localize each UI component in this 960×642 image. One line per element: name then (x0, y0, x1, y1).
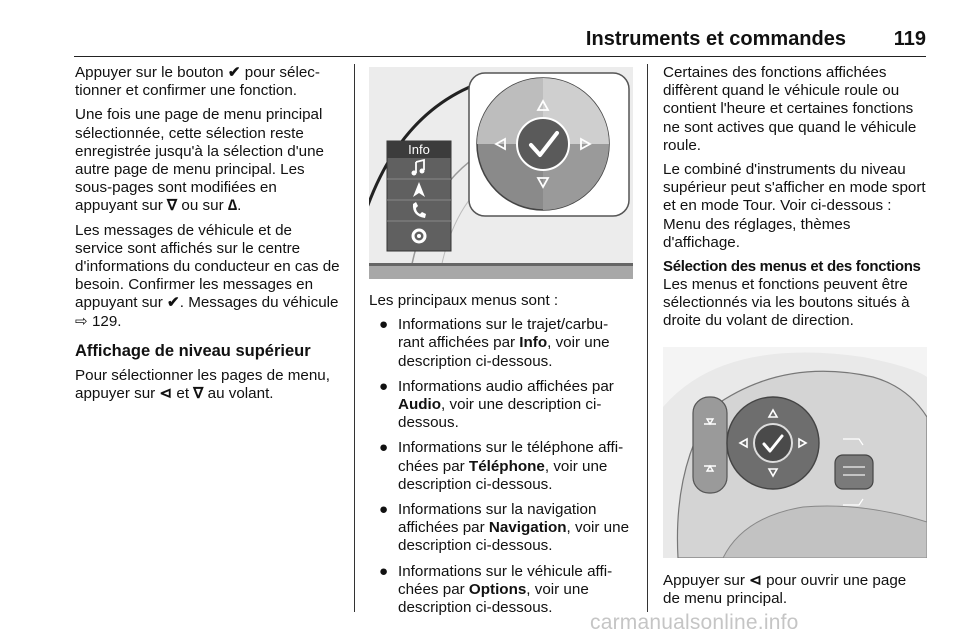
steering-wheel-controls-figure (663, 347, 927, 558)
column-divider (647, 64, 648, 612)
text: Informations audio affichées par (398, 377, 614, 395)
text: Informations sur la navigation affichées par (398, 501, 597, 537)
steering-caption (663, 572, 927, 614)
paragraph (75, 106, 341, 215)
paragraph: Le combiné d'instruments du niveau supérieur peut s'afficher en mode sport et en mode Tour. Voir ci-dessous : Menu des réglages, thèmes d'affichage. (663, 161, 926, 251)
list-intro: Les principaux menus sont : (369, 292, 559, 309)
text: ou sur (177, 197, 228, 215)
text: Appuyer sur le bouton (75, 64, 228, 81)
paragraph: Les menus et fonctions peuvent être sélectionnés via les boutons situés à droite du volant de direction. (663, 276, 910, 330)
page-number: 119 (893, 28, 926, 50)
subsection-heading: Sélection des menus et des fonctions (663, 258, 921, 276)
list-item (369, 439, 633, 494)
nav-down-icon: ∇ (193, 385, 204, 403)
display-info-label: Info (408, 142, 430, 157)
menu-name: Téléphone (468, 457, 545, 475)
text: , voir une description ci-dessous. (398, 580, 589, 617)
list-item (369, 316, 633, 371)
text: , voir une description ci-dessous. (398, 519, 630, 555)
list-item (369, 378, 633, 433)
instrument-display-figure (369, 67, 633, 279)
text: Pour sélectionner les pages de menu, appuyer sur (75, 366, 330, 403)
text: Une fois une page de menu principal sélectionnée, cette sélection reste enregistrée jusqu'à la sélection d'une autre page de menu principal. Les sous-pages sont modifiées en appuyant sur (75, 106, 324, 215)
nav-left-icon: ⊲ (749, 572, 762, 589)
link-arrow-icon: ⇨ (75, 312, 88, 330)
column-divider (354, 64, 355, 612)
paragraph (75, 222, 341, 331)
menu-name: Audio (398, 396, 442, 414)
watermark: carmanualsonline.info (590, 611, 799, 634)
text: . (237, 197, 242, 215)
text: Les messages de véhicule et de service sont affichés sur le centre d'informations du conducteur en cas de besoin. Confirmer les messages en appuyant sur (75, 221, 340, 312)
page-title: Instruments et commandes (585, 28, 846, 50)
text: pour sélec-tionner et confirmer une fonction. (75, 64, 320, 100)
menu-name: Navigation (488, 519, 567, 537)
page-header (74, 26, 926, 57)
text: Appuyer sur (663, 572, 750, 589)
check-icon: ✔ (227, 64, 241, 81)
bullet: ● (379, 439, 389, 457)
bullet: ● (379, 562, 389, 580)
text: . Messages du véhicule (179, 294, 339, 312)
list-item (369, 501, 633, 556)
page-reference-link[interactable]: 129. (87, 312, 122, 330)
column-right (663, 64, 927, 337)
bullet: ● (379, 377, 389, 395)
check-icon: ✔ (167, 294, 180, 312)
paragraph (663, 572, 927, 608)
menu-name: Options (468, 580, 527, 598)
nav-down-icon: ∇ (167, 197, 178, 215)
main-menus-list-section (369, 292, 633, 624)
section-heading: Affichage de niveau supérieur (75, 341, 311, 360)
text: , voir une description ci-dessous. (398, 334, 610, 370)
main-menus-list (369, 316, 633, 617)
text: , voir une description ci-dessous. (398, 396, 602, 432)
menu-name: Info (519, 334, 548, 352)
bullet: ● (379, 501, 389, 519)
text: au volant. (203, 385, 274, 403)
text: Informations sur le véhicule affi-chées par (398, 562, 613, 598)
list-item (369, 563, 633, 618)
nav-left-icon: ⊲ (159, 385, 173, 403)
column-left (75, 64, 341, 409)
paragraph (75, 64, 341, 100)
text: pour ouvrir une page de menu principal. (663, 572, 907, 608)
paragraph (75, 367, 341, 403)
instrument-display-illustration (369, 67, 633, 279)
steering-wheel-illustration (663, 347, 927, 558)
text: , voir une description ci-dessous. (398, 457, 608, 493)
nav-up-icon: ∆ (227, 197, 238, 215)
text: et (172, 385, 194, 403)
paragraph: Certaines des fonctions affichées diffèrent quand le véhicule roule ou contient l'heure et certaines fonctions ne sont actives que quand le véhicule roule. (663, 64, 917, 154)
text: Informations sur le téléphone affi-chées par (398, 439, 624, 475)
text: Informations sur le trajet/carbu-rant affichées par (398, 316, 609, 352)
bullet: ● (379, 316, 389, 334)
